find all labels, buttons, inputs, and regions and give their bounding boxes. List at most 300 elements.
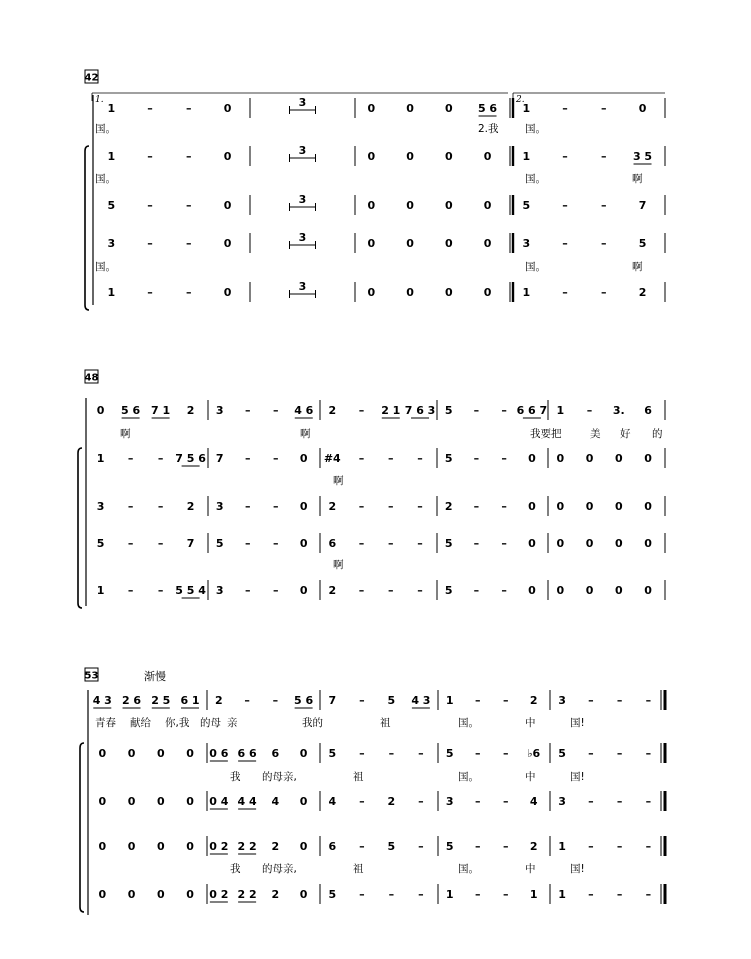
jianpu-note: – bbox=[473, 500, 480, 513]
jianpu-note: 5 bbox=[215, 537, 224, 550]
jianpu-note: 2 bbox=[271, 840, 280, 853]
jianpu-note: 5 bbox=[96, 537, 105, 550]
jianpu-note: 4 bbox=[529, 795, 538, 808]
jianpu-note: 5 bbox=[328, 888, 337, 901]
jianpu-note: 5 bbox=[387, 840, 396, 853]
jianpu-note: 0 bbox=[483, 237, 492, 250]
jianpu-note: 0 bbox=[186, 795, 194, 808]
jianpu-note: 0 bbox=[444, 286, 453, 299]
lyric-syllable: 祖 bbox=[353, 863, 364, 875]
jianpu-note: – bbox=[147, 199, 153, 212]
jianpu-note: 1 bbox=[107, 150, 116, 163]
jianpu-note: 2 bbox=[186, 500, 195, 513]
jianpu-note: – bbox=[601, 199, 607, 212]
staff-bracket bbox=[78, 448, 82, 608]
jianpu-note: 0 bbox=[585, 452, 594, 465]
jianpu-note: 6 bbox=[328, 537, 337, 550]
jianpu-note: 4 bbox=[328, 795, 337, 808]
jianpu-note: 7 1 bbox=[151, 404, 171, 417]
jianpu-note: 3 bbox=[522, 237, 531, 250]
jianpu-note: 0 bbox=[98, 795, 107, 808]
jianpu-note: 0 bbox=[299, 537, 308, 550]
jianpu-note: – bbox=[273, 500, 279, 513]
volta-2-label: 2. bbox=[516, 95, 525, 105]
jianpu-note: 5 6 bbox=[294, 694, 314, 707]
jianpu-note: 0 bbox=[406, 286, 414, 299]
jianpu-note: 1 bbox=[522, 150, 531, 163]
lyric-syllable: 啊 bbox=[632, 173, 643, 185]
lyric-syllable: 中 bbox=[525, 771, 536, 783]
jianpu-note: – bbox=[388, 500, 394, 513]
tuplet-number: 3 bbox=[298, 231, 307, 244]
jianpu-note: 0 bbox=[614, 500, 623, 513]
jianpu-note: – bbox=[588, 694, 594, 707]
jianpu-note: – bbox=[645, 795, 652, 808]
jianpu-note: – bbox=[157, 537, 164, 550]
jianpu-note: 2 bbox=[444, 500, 453, 513]
jianpu-note: 0 bbox=[483, 199, 492, 212]
jianpu-note: 0 bbox=[444, 102, 453, 115]
jianpu-note: 5 bbox=[445, 747, 454, 760]
jianpu-note: 0 bbox=[644, 500, 652, 513]
jianpu-note: 3 bbox=[558, 694, 566, 707]
jianpu-note: 5 bbox=[107, 199, 116, 212]
jianpu-note: 0 2 bbox=[209, 840, 229, 853]
jianpu-note: 0 bbox=[223, 199, 232, 212]
jianpu-note: 0 2 bbox=[209, 888, 229, 901]
lyric-syllable: 的母 bbox=[200, 717, 221, 729]
jianpu-note: 3 bbox=[215, 584, 224, 597]
lyric-syllable: 的 bbox=[652, 428, 663, 440]
lyric-syllable: 国! bbox=[570, 717, 585, 729]
jianpu-note: 2 2 bbox=[237, 840, 257, 853]
jianpu-note: 0 bbox=[367, 199, 376, 212]
jianpu-note: 0 bbox=[483, 150, 492, 163]
jianpu-note: 0 6 bbox=[209, 747, 229, 760]
jianpu-note: 2 bbox=[328, 584, 337, 597]
jianpu-note: 0 bbox=[614, 584, 623, 597]
jianpu-note: 0 bbox=[156, 840, 165, 853]
lyric-syllable: 我 bbox=[230, 863, 241, 875]
jianpu-note: 0 bbox=[644, 537, 652, 550]
jianpu-note: – bbox=[186, 286, 192, 299]
jianpu-note: – bbox=[272, 694, 279, 707]
jianpu-note: 3 bbox=[558, 795, 566, 808]
jianpu-note: 0 bbox=[299, 795, 308, 808]
jianpu-note: – bbox=[616, 747, 623, 760]
jianpu-note: – bbox=[418, 888, 424, 901]
jianpu-note: – bbox=[245, 452, 251, 465]
volta-1-label: 1. bbox=[95, 95, 104, 105]
lyric-syllable: 中 bbox=[525, 863, 536, 875]
jianpu-note: 5 bbox=[445, 840, 454, 853]
jianpu-note: – bbox=[244, 694, 250, 707]
jianpu-note: – bbox=[601, 150, 607, 163]
jianpu-note: 6 bbox=[644, 404, 652, 417]
jianpu-note: 6 1 bbox=[180, 694, 200, 707]
lyric-syllable: 国。 bbox=[95, 261, 116, 273]
jianpu-note: 0 bbox=[156, 888, 165, 901]
jianpu-note: – bbox=[359, 840, 365, 853]
jianpu-note: 4 3 bbox=[92, 694, 112, 707]
jianpu-note: – bbox=[475, 747, 481, 760]
jianpu-note: 0 bbox=[528, 452, 536, 465]
jianpu-note: 3. bbox=[612, 404, 625, 417]
jianpu-note: 7 bbox=[186, 537, 195, 550]
jianpu-note: 2 5 bbox=[151, 694, 171, 707]
jianpu-note: – bbox=[503, 747, 509, 760]
jianpu-note: 0 bbox=[614, 537, 623, 550]
jianpu-note: 0 bbox=[528, 537, 536, 550]
lyric-syllable: 啊 bbox=[120, 428, 131, 440]
lyric-syllable: 好 bbox=[620, 428, 631, 440]
jianpu-note: 1 bbox=[558, 888, 566, 901]
jianpu-note: – bbox=[562, 286, 568, 299]
jianpu-note: – bbox=[388, 537, 394, 550]
jianpu-note: – bbox=[147, 286, 153, 299]
jianpu-note: 0 bbox=[367, 237, 376, 250]
jianpu-note: – bbox=[475, 888, 481, 901]
jianpu-note: – bbox=[388, 747, 395, 760]
jianpu-note: 4 6 bbox=[294, 404, 314, 417]
lyric-syllable: 国。 bbox=[525, 123, 546, 135]
jianpu-note: 1 bbox=[558, 840, 566, 853]
jianpu-note: 7 bbox=[328, 694, 337, 707]
jianpu-note: 0 bbox=[556, 584, 565, 597]
jianpu-note: 2 1 bbox=[381, 404, 401, 417]
lyric-syllable: 国。 bbox=[458, 863, 479, 875]
jianpu-note: – bbox=[359, 795, 365, 808]
jianpu-note: 0 bbox=[644, 584, 652, 597]
jianpu-note: 0 bbox=[299, 452, 308, 465]
jianpu-note: 2 bbox=[271, 888, 280, 901]
jianpu-note: – bbox=[186, 150, 192, 163]
jianpu-note: 0 bbox=[638, 102, 647, 115]
jianpu-note: 0 bbox=[528, 500, 536, 513]
jianpu-note: 0 bbox=[98, 747, 107, 760]
jianpu-note: #4 bbox=[323, 452, 341, 465]
jianpu-note: – bbox=[245, 404, 251, 417]
jianpu-note: – bbox=[501, 500, 507, 513]
lyric-syllable: 祖 bbox=[380, 717, 391, 729]
jianpu-note: 0 bbox=[406, 199, 414, 212]
jianpu-note: 7 bbox=[215, 452, 224, 465]
jianpu-note: 0 bbox=[614, 452, 623, 465]
jianpu-note: – bbox=[562, 150, 568, 163]
jianpu-note: – bbox=[503, 888, 509, 901]
jianpu-note: – bbox=[273, 404, 279, 417]
jianpu-note: – bbox=[473, 537, 480, 550]
jianpu-note: 5 6 bbox=[477, 102, 498, 115]
jianpu-note: 7 5 6 bbox=[175, 452, 206, 465]
jianpu-note: – bbox=[645, 840, 652, 853]
jianpu-note: – bbox=[157, 500, 164, 513]
jianpu-note: – bbox=[245, 537, 251, 550]
jianpu-note: – bbox=[358, 452, 365, 465]
jianpu-note: 3 bbox=[215, 404, 224, 417]
staff-bracket bbox=[80, 743, 84, 912]
lyric-syllable: 的母亲, bbox=[262, 771, 297, 783]
lyric-syllable: 啊 bbox=[300, 428, 311, 440]
jianpu-note: 0 bbox=[223, 150, 232, 163]
lyric-syllable: 祖 bbox=[353, 771, 364, 783]
jianpu-note: – bbox=[358, 404, 365, 417]
jianpu-note: – bbox=[473, 584, 480, 597]
jianpu-note: – bbox=[601, 102, 607, 115]
jianpu-note: – bbox=[473, 452, 480, 465]
jianpu-note: – bbox=[417, 452, 423, 465]
jianpu-note: – bbox=[588, 888, 594, 901]
lyric-syllable: 亲 bbox=[227, 717, 238, 729]
jianpu-note: 0 bbox=[299, 888, 308, 901]
jianpu-note: 0 bbox=[444, 237, 453, 250]
jianpu-note: 0 bbox=[186, 888, 194, 901]
jianpu-note: 5 bbox=[558, 747, 566, 760]
jianpu-note: 0 bbox=[127, 747, 136, 760]
jianpu-note: – bbox=[358, 584, 365, 597]
jianpu-note: – bbox=[388, 584, 394, 597]
jianpu-note: ♭6 bbox=[527, 747, 541, 760]
jianpu-note: – bbox=[417, 584, 423, 597]
lyric-syllable: 我的 bbox=[302, 717, 323, 729]
jianpu-note: – bbox=[147, 237, 153, 250]
jianpu-note: 3 5 bbox=[632, 150, 653, 163]
jianpu-note: – bbox=[616, 795, 623, 808]
jianpu-note: – bbox=[418, 840, 424, 853]
jianpu-note: 1 bbox=[107, 102, 116, 115]
jianpu-note: 0 bbox=[223, 286, 232, 299]
jianpu-note: – bbox=[503, 840, 509, 853]
jianpu-note: 2 bbox=[328, 500, 337, 513]
lyric-syllable: 我要把 bbox=[530, 428, 562, 440]
tuplet-number: 3 bbox=[298, 193, 307, 206]
jianpu-note: – bbox=[418, 747, 424, 760]
measure-number: 53 bbox=[84, 670, 99, 682]
jianpu-note: 5 bbox=[444, 452, 453, 465]
lyric-syllable: 献给 bbox=[130, 717, 151, 729]
measure-number: 42 bbox=[84, 72, 99, 84]
jianpu-note: – bbox=[127, 584, 134, 597]
lyric-syllable: 中 bbox=[525, 717, 536, 729]
jianpu-note: – bbox=[503, 694, 509, 707]
jianpu-note: 4 bbox=[271, 795, 280, 808]
jianpu-note: 0 bbox=[98, 888, 107, 901]
jianpu-note: 0 bbox=[585, 537, 594, 550]
jianpu-note: – bbox=[616, 840, 623, 853]
lyric-syllable: 的母亲, bbox=[262, 863, 297, 875]
jianpu-note: – bbox=[586, 404, 593, 417]
jianpu-note: 0 bbox=[406, 102, 414, 115]
jianpu-note: 0 bbox=[585, 584, 594, 597]
jianpu-note: 5 6 bbox=[121, 404, 141, 417]
lyric-syllable: 国。 bbox=[458, 771, 479, 783]
jianpu-note: – bbox=[588, 795, 594, 808]
jianpu-note: – bbox=[273, 537, 279, 550]
tuplet-number: 3 bbox=[298, 96, 307, 109]
jianpu-note: 1 bbox=[96, 452, 105, 465]
jianpu-note: 2 bbox=[215, 694, 223, 707]
jianpu-note: – bbox=[186, 237, 192, 250]
jianpu-note: – bbox=[417, 500, 423, 513]
jianpu-note: – bbox=[127, 500, 134, 513]
jianpu-note: 0 bbox=[444, 199, 453, 212]
jianpu-note: – bbox=[359, 694, 365, 707]
jianpu-note: – bbox=[645, 888, 652, 901]
jianpu-note: – bbox=[645, 747, 652, 760]
lyric-syllable: 2.我 bbox=[478, 123, 499, 135]
jianpu-note: 1 bbox=[96, 584, 105, 597]
jianpu-note: 0 bbox=[406, 150, 414, 163]
jianpu-note: – bbox=[359, 747, 365, 760]
jianpu-note: 0 bbox=[556, 500, 565, 513]
jianpu-note: 0 bbox=[156, 795, 165, 808]
jianpu-note: – bbox=[588, 840, 594, 853]
jianpu-note: – bbox=[186, 102, 192, 115]
jianpu-note: 3 bbox=[96, 500, 105, 513]
jianpu-note: – bbox=[147, 102, 153, 115]
jianpu-note: 2 6 bbox=[121, 694, 142, 707]
jianpu-note: 1 bbox=[522, 286, 531, 299]
jianpu-note: – bbox=[616, 888, 623, 901]
jianpu-note: 7 bbox=[638, 199, 647, 212]
jianpu-note: 0 bbox=[367, 150, 376, 163]
jianpu-note: 0 bbox=[186, 840, 194, 853]
jianpu-note: 0 bbox=[299, 584, 308, 597]
jianpu-note: 2 2 bbox=[237, 888, 257, 901]
jianpu-note: – bbox=[127, 452, 134, 465]
jianpu-note: 2 bbox=[638, 286, 647, 299]
jianpu-note: – bbox=[127, 537, 134, 550]
jianpu-note: 5 bbox=[444, 537, 453, 550]
jianpu-note: 5 bbox=[328, 747, 337, 760]
jianpu-note: 0 bbox=[96, 404, 105, 417]
lyric-syllable: 国。 bbox=[525, 173, 546, 185]
jianpu-note: 5 5 4 bbox=[175, 584, 206, 597]
jianpu-note: 5 bbox=[638, 237, 647, 250]
jianpu-note: 3 bbox=[445, 795, 454, 808]
jianpu-note: – bbox=[358, 500, 365, 513]
jianpu-note: – bbox=[501, 537, 507, 550]
jianpu-note: – bbox=[147, 150, 153, 163]
jianpu-note: – bbox=[645, 694, 652, 707]
jianpu-note: – bbox=[562, 102, 568, 115]
jianpu-note: 1 bbox=[445, 888, 454, 901]
jianpu-note: 0 bbox=[299, 840, 308, 853]
jianpu-note: – bbox=[501, 404, 507, 417]
lyric-syllable: 啊 bbox=[632, 261, 643, 273]
jianpu-note: – bbox=[388, 452, 394, 465]
jianpu-note: 0 bbox=[483, 286, 492, 299]
tempo-marking: 渐慢 bbox=[144, 670, 166, 683]
jianpu-note: – bbox=[601, 286, 607, 299]
jianpu-note: – bbox=[273, 452, 279, 465]
jianpu-note: 7 6 3 bbox=[404, 404, 436, 417]
jianpu-note: 3 bbox=[215, 500, 224, 513]
lyric-syllable: 国! bbox=[570, 771, 585, 783]
jianpu-note: 0 bbox=[644, 452, 652, 465]
jianpu-note: – bbox=[418, 795, 424, 808]
lyric-syllable: 啊 bbox=[333, 475, 344, 487]
jianpu-note: 6 6 bbox=[237, 747, 257, 760]
jianpu-note: – bbox=[358, 537, 365, 550]
lyric-syllable: 你,我 bbox=[165, 717, 190, 729]
jianpu-note: 1 bbox=[107, 286, 116, 299]
jianpu-note: 0 bbox=[556, 537, 565, 550]
lyric-syllable: 美 bbox=[590, 428, 601, 440]
lyric-syllable: 青春 bbox=[95, 717, 116, 729]
jianpu-note: 1 bbox=[522, 102, 531, 115]
jianpu-note: 4 3 bbox=[411, 694, 431, 707]
jianpu-note: 2 bbox=[529, 840, 538, 853]
jianpu-note: 2 bbox=[529, 694, 538, 707]
jianpu-note: 2 bbox=[186, 404, 195, 417]
jianpu-note: – bbox=[359, 888, 365, 901]
jianpu-note: 0 bbox=[223, 102, 232, 115]
jianpu-note: 0 4 bbox=[209, 795, 229, 808]
jianpu-note: 0 bbox=[127, 888, 136, 901]
jianpu-note: 0 bbox=[556, 452, 565, 465]
jianpu-note: – bbox=[562, 199, 568, 212]
jianpu-note: 0 bbox=[223, 237, 232, 250]
lyric-syllable: 国。 bbox=[525, 261, 546, 273]
jianpu-note: 5 bbox=[444, 404, 453, 417]
jianpu-note: 0 bbox=[444, 150, 453, 163]
jianpu-note: – bbox=[475, 840, 481, 853]
jianpu-note: 0 bbox=[299, 747, 308, 760]
jianpu-note: – bbox=[473, 404, 480, 417]
jianpu-note: – bbox=[157, 584, 164, 597]
jianpu-note: 2 bbox=[387, 795, 396, 808]
jianpu-note: 0 bbox=[156, 747, 165, 760]
jianpu-note: – bbox=[417, 537, 423, 550]
jianpu-note: – bbox=[588, 747, 594, 760]
jianpu-note: 6 bbox=[328, 840, 337, 853]
jianpu-note: – bbox=[616, 694, 623, 707]
jianpu-note: – bbox=[475, 795, 481, 808]
jianpu-note: 4 4 bbox=[237, 795, 257, 808]
jianpu-note: 5 bbox=[522, 199, 531, 212]
tuplet-number: 3 bbox=[298, 280, 307, 293]
measure-number: 48 bbox=[84, 372, 99, 384]
jianpu-note: – bbox=[562, 237, 568, 250]
jianpu-note: 0 bbox=[299, 500, 308, 513]
jianpu-note: – bbox=[475, 694, 481, 707]
jianpu-note: – bbox=[601, 237, 607, 250]
lyric-syllable: 国。 bbox=[95, 123, 116, 135]
tuplet-number: 3 bbox=[298, 144, 307, 157]
jianpu-note: 5 bbox=[387, 694, 396, 707]
jianpu-note: – bbox=[503, 795, 509, 808]
jianpu-note: 2 bbox=[328, 404, 337, 417]
jianpu-note: – bbox=[388, 888, 395, 901]
jianpu-note: 0 bbox=[367, 102, 376, 115]
jianpu-note: 0 bbox=[367, 286, 376, 299]
lyric-syllable: 我 bbox=[230, 771, 241, 783]
jianpu-note: 0 bbox=[98, 840, 107, 853]
jianpu-note: – bbox=[273, 584, 279, 597]
staff-bracket bbox=[85, 146, 89, 310]
lyric-syllable: 国。 bbox=[458, 717, 479, 729]
jianpu-note: 0 bbox=[127, 840, 136, 853]
lyric-syllable: 国! bbox=[570, 863, 585, 875]
lyric-syllable: 国。 bbox=[95, 173, 116, 185]
jianpu-note: – bbox=[245, 500, 251, 513]
jianpu-note: 0 bbox=[528, 584, 536, 597]
jianpu-note: – bbox=[245, 584, 251, 597]
lyric-syllable: 啊 bbox=[333, 559, 344, 571]
jianpu-note: 5 bbox=[444, 584, 453, 597]
jianpu-note: 3 bbox=[107, 237, 116, 250]
